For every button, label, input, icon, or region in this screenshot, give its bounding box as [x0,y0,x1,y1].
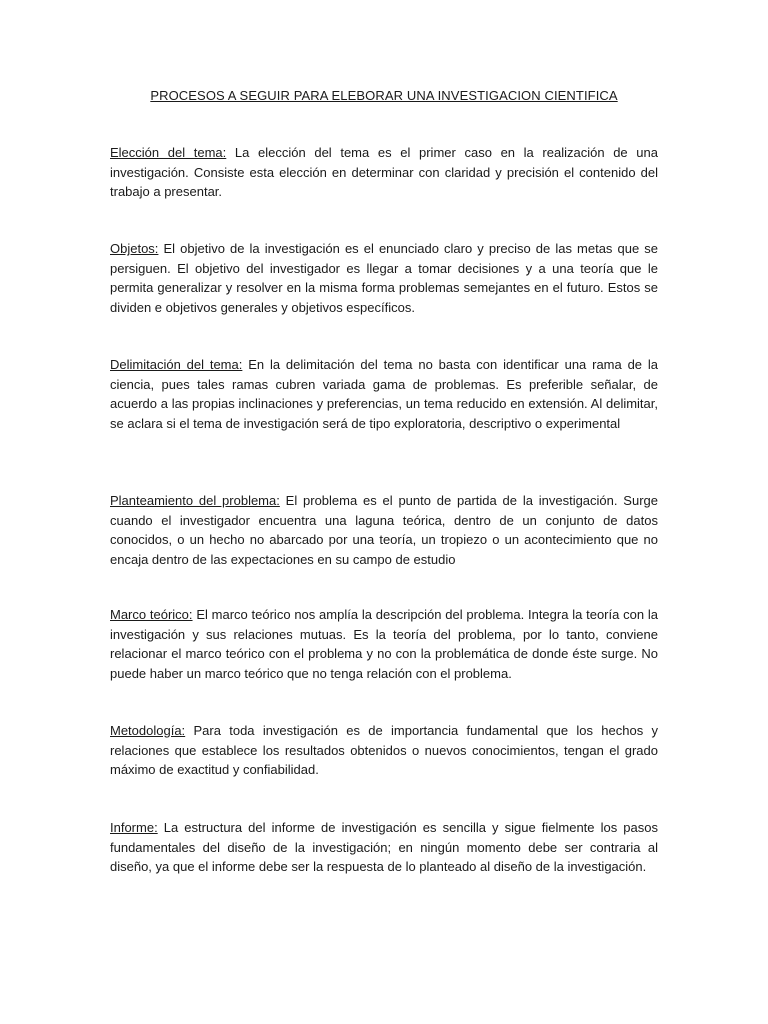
section-metodologia [110,721,658,780]
section-heading: Objetos: [110,241,159,256]
section-body: En la delimitación del tema no basta con identificar una rama de la ciencia, pues tales ramas cubren variada gama de problemas. Es preferible señalar, de acuerdo a las propias inclinaciones y preferencias, un tema reducido en extensión. Al delimitar, se aclara si el tema de investigación será de tipo exploratoria, descriptivo o experimental [110,357,659,431]
section-marco-teorico [110,605,658,683]
section-heading: Planteamiento del problema: [110,493,280,508]
section-body: La elección del tema es el primer caso en la realización de una investigación. Consiste esta elección en determinar con claridad y precisión el contenido del trabajo a presentar. [110,145,658,199]
section-heading: Marco teórico: [110,607,193,622]
section-body: El problema es el punto de partida de la investigación. Surge cuando el investigador encuentra una laguna teórica, dentro de un conjunto de datos conocidos, o un hecho no abarcado por una teoría, un tropiezo o un acontecimiento que no encaja dentro de las expectaciones en su campo de estudio [110,493,658,567]
section-eleccion-del-tema [110,143,658,202]
section-heading: Informe: [110,820,158,835]
section-body: Para toda investigación es de importancia fundamental que los hechos y relaciones que establece los resultados obtenidos o nuevos conocimientos, tengan el grado máximo de exactitud y confiabilidad. [110,723,658,777]
document-title: PROCESOS A SEGUIR PARA ELEBORAR UNA INVESTIGACION CIENTIFICA [150,88,618,103]
section-heading: Elección del tema: [110,145,227,160]
section-delimitacion-del-tema [110,355,658,433]
section-objetos [110,239,658,317]
section-body: La estructura del informe de investigación es sencilla y sigue fielmente los pasos fundamentales del diseño de la investigación; en ningún momento debe ser contraria al diseño, ya que el informe debe ser la respuesta de lo planteado al diseño de la investigación. [110,820,658,874]
section-body: El objetivo de la investigación es el enunciado claro y preciso de las metas que se persiguen. El objetivo del investigador es llegar a tomar decisiones y a una teoría que le permita generalizar y resolver en la misma forma problemas semejantes en el futuro. Estos se dividen e objetivos generales y objetivos específicos. [110,241,658,315]
section-body: El marco teórico nos amplía la descripción del problema. Integra la teoría con la investigación y sus relaciones mutuas. Es la teoría del problema, por lo tanto, conviene relacionar el marco teórico con el problema y no con la problemática de donde éste surge. No puede haber un marco teórico que no tenga relación con el problema. [110,607,658,681]
section-heading: Delimitación del tema: [110,357,243,372]
section-heading: Metodología: [110,723,186,738]
section-informe [110,818,658,877]
section-planteamiento-del-problema [110,491,658,569]
